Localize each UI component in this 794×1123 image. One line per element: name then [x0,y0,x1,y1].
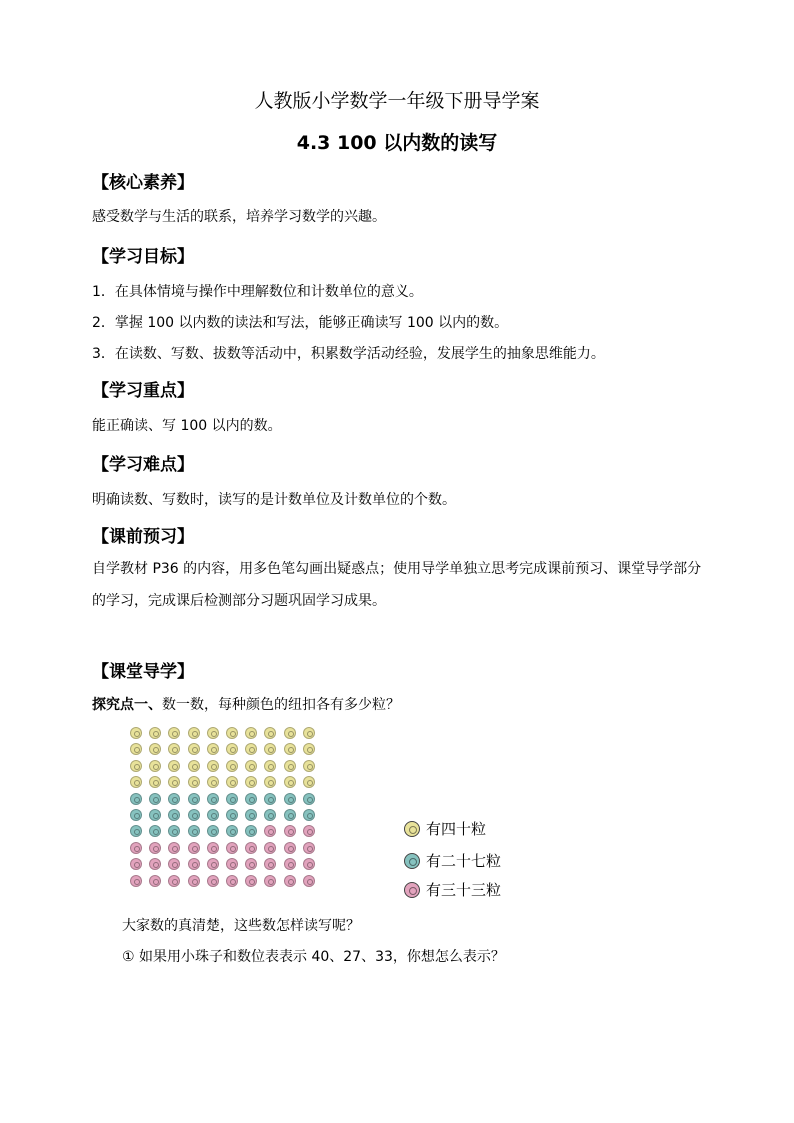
pink-button-icon [188,858,200,870]
yellow-button-icon [226,776,238,788]
yellow-button-icon [303,760,315,772]
teal-button-icon [226,809,238,821]
guide-heading: 【课堂导学】 [92,662,194,682]
yellow-button-icon [188,727,200,739]
teal-button-icon [226,793,238,805]
pink-button-icon [284,858,296,870]
teal-button-icon [188,793,200,805]
teal-button-icon [188,809,200,821]
teal-button-icon [130,825,142,837]
teal-button-icon [245,825,257,837]
yellow-button-icon [130,776,142,788]
teal-button-icon [245,793,257,805]
yellow-button-icon [130,760,142,772]
document-title: 人教版小学数学一年级下册导学案 [254,90,540,112]
pink-button-icon [130,875,142,887]
pink-button-icon [168,858,180,870]
yellow-button-icon [404,821,420,837]
yellow-button-icon [245,760,257,772]
pink-button-icon [303,842,315,854]
explore-label: 探究点一、 [92,697,162,713]
key-text: 能正确读、写 100 以内的数。 [92,418,282,434]
difficult-text: 明确读数、写数时，读写的是计数单位及计数单位的个数。 [92,492,456,508]
teal-button-icon [284,793,296,805]
pink-button-icon [303,858,315,870]
yellow-button-icon [207,727,219,739]
pink-button-icon [226,858,238,870]
yellow-button-icon [149,760,161,772]
pink-button-icon [284,875,296,887]
key-heading: 【学习重点】 [92,381,194,401]
yellow-button-icon [303,743,315,755]
goal-item-2: 2．掌握 100 以内数的读法和写法，能够正确读写 100 以内的数。 [92,315,509,331]
teal-button-icon [264,809,276,821]
legend-label: 有四十粒 [426,820,487,838]
goals-heading: 【学习目标】 [92,247,194,267]
yellow-button-icon [207,760,219,772]
difficult-heading: 【学习难点】 [92,455,194,475]
pink-button-icon [168,842,180,854]
pink-button-icon [404,882,420,898]
pink-button-icon [149,858,161,870]
pink-button-icon [130,842,142,854]
teal-button-icon [303,793,315,805]
pink-button-icon [284,842,296,854]
pink-button-icon [303,875,315,887]
yellow-button-icon [245,743,257,755]
yellow-button-icon [226,727,238,739]
teal-button-icon [207,809,219,821]
yellow-button-icon [245,727,257,739]
yellow-button-icon [284,727,296,739]
yellow-button-icon [264,760,276,772]
pink-button-icon [264,875,276,887]
teal-button-icon [207,793,219,805]
yellow-button-icon [245,776,257,788]
preview-heading: 【课前预习】 [92,527,194,547]
yellow-button-icon [188,760,200,772]
lesson-title: 4.3 100 以内数的读写 [296,132,498,154]
teal-button-icon [303,809,315,821]
yellow-button-icon [168,727,180,739]
legend-label: 有二十七粒 [426,852,502,870]
teal-button-icon [149,809,161,821]
yellow-button-icon [303,727,315,739]
teal-button-icon [284,809,296,821]
core-heading: 【核心素养】 [92,173,194,193]
teal-button-icon [207,825,219,837]
preview-text: 自学教材 P36 的内容，用多色笔勾画出疑惑点；使用导学单独立思考完成课前预习、课堂导学部分的学习，完成课后检测部分习题巩固学习成果。 [92,561,702,609]
pink-button-icon [245,842,257,854]
yellow-button-icon [149,776,161,788]
yellow-button-icon [188,776,200,788]
yellow-button-icon [130,727,142,739]
yellow-button-icon [149,743,161,755]
pink-button-icon [149,875,161,887]
teal-button-icon [130,793,142,805]
pink-button-icon [207,858,219,870]
pink-button-icon [284,825,296,837]
teal-button-icon [245,809,257,821]
teal-button-icon [130,809,142,821]
teal-button-icon [149,825,161,837]
yellow-button-icon [303,776,315,788]
yellow-button-icon [130,743,142,755]
goal-item-3: 3．在读数、写数、拔数等活动中，积累数学活动经验，发展学生的抽象思维能力。 [92,346,605,362]
yellow-button-icon [284,743,296,755]
yellow-button-icon [168,776,180,788]
pink-button-icon [264,858,276,870]
pink-button-icon [207,875,219,887]
legend-item-pink [404,879,501,900]
yellow-button-icon [264,776,276,788]
legend-label: 有三十三粒 [426,881,502,899]
question-text: 大家数的真清楚，这些数怎样读写呢？ [122,918,360,934]
explore-text: 数一数，每种颜色的纽扣各有多少粒？ [162,697,400,713]
teal-button-icon [168,809,180,821]
pink-button-icon [303,825,315,837]
pink-button-icon [149,842,161,854]
yellow-button-icon [226,760,238,772]
teal-button-icon [188,825,200,837]
teal-button-icon [149,793,161,805]
teal-button-icon [168,793,180,805]
legend-item-teal [404,850,501,871]
goal-item-1: 1．在具体情境与操作中理解数位和计数单位的意义。 [92,284,423,300]
pink-button-icon [245,858,257,870]
pink-button-icon [168,875,180,887]
yellow-button-icon [188,743,200,755]
yellow-button-icon [264,743,276,755]
yellow-button-icon [207,776,219,788]
question-item-1: ① 如果用小珠子和数位表表示 40、27、33，你想怎么表示？ [122,949,505,965]
legend-item-yellow [404,818,486,839]
yellow-button-icon [149,727,161,739]
pink-button-icon [188,842,200,854]
yellow-button-icon [207,743,219,755]
teal-button-icon [226,825,238,837]
pink-button-icon [245,875,257,887]
yellow-button-icon [284,760,296,772]
teal-button-icon [168,825,180,837]
teal-button-icon [264,793,276,805]
pink-button-icon [130,858,142,870]
button-grid [130,727,330,897]
yellow-button-icon [264,727,276,739]
yellow-button-icon [284,776,296,788]
pink-button-icon [226,842,238,854]
pink-button-icon [188,875,200,887]
yellow-button-icon [168,743,180,755]
pink-button-icon [264,825,276,837]
explore-point [92,694,400,714]
teal-button-icon [404,853,420,869]
pink-button-icon [264,842,276,854]
yellow-button-icon [168,760,180,772]
pink-button-icon [226,875,238,887]
pink-button-icon [207,842,219,854]
core-text: 感受数学与生活的联系，培养学习数学的兴趣。 [92,209,386,225]
yellow-button-icon [226,743,238,755]
